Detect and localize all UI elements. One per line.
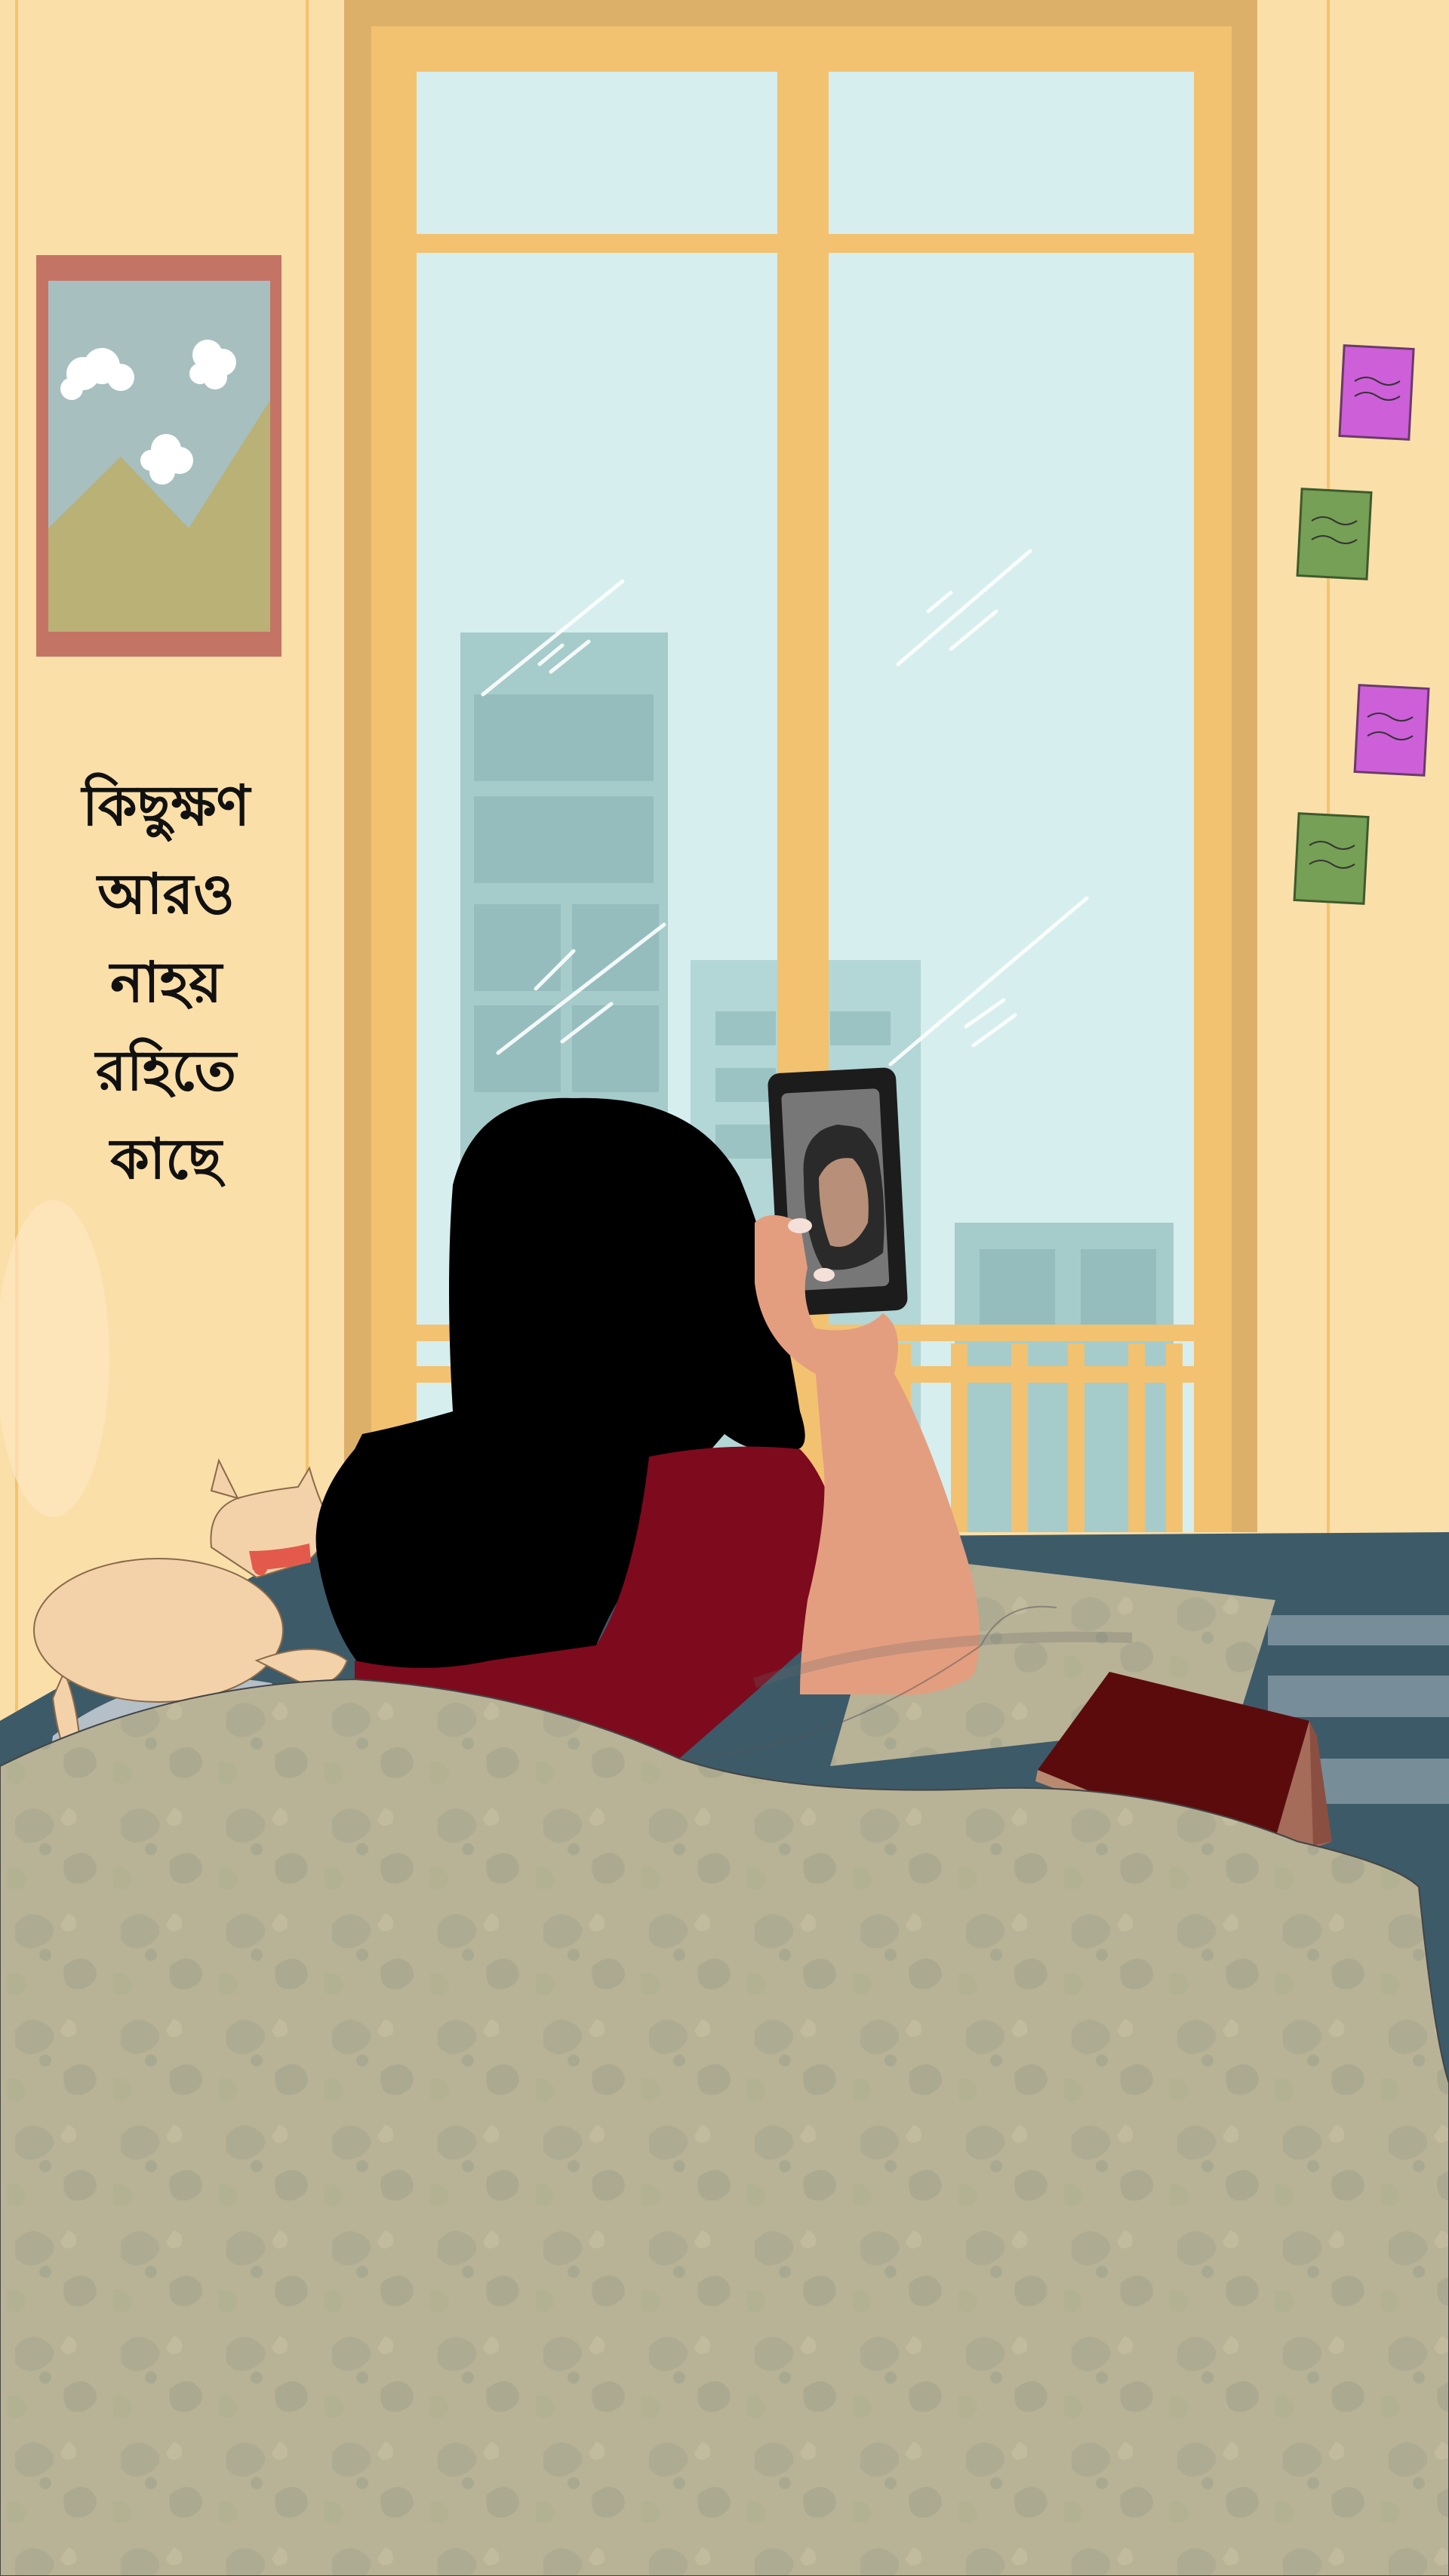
- poem-line: আরও: [97, 862, 235, 927]
- poem-line: কিছুক্ষণ: [82, 774, 251, 839]
- window-transom: [371, 234, 1232, 253]
- poem-text: [30, 762, 302, 1204]
- window-pane: [417, 72, 777, 234]
- poem-line: নাহয়: [109, 950, 223, 1015]
- sticky-note-icon: [1297, 489, 1371, 580]
- sticky-note-icon: [1340, 346, 1414, 440]
- window-pane: [829, 72, 1194, 234]
- poem-line: রহিতে: [95, 1039, 236, 1103]
- poem-line: কাছে: [110, 1127, 222, 1192]
- wall-edge-line: [306, 0, 309, 1585]
- sticky-note-icon: [1294, 814, 1368, 904]
- sticky-note-icon: [1355, 685, 1429, 776]
- light-patch: [0, 1200, 109, 1517]
- wall-picture: [36, 255, 281, 657]
- wall-edge-line: [1327, 0, 1330, 1585]
